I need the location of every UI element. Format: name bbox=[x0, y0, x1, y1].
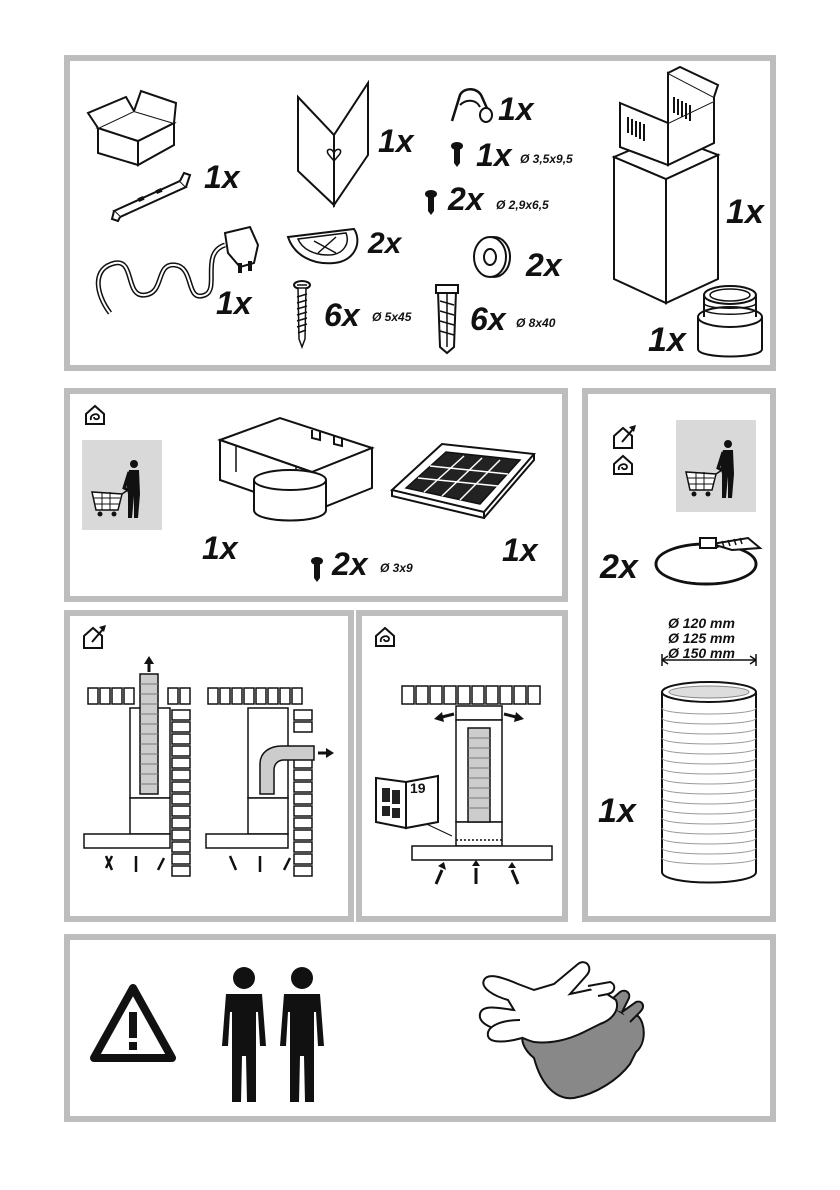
washer-quantity: 2x bbox=[526, 247, 562, 283]
accessories-panel bbox=[64, 55, 776, 371]
manual-booklet-icon bbox=[372, 772, 442, 830]
diameter-125: Ø 125 mm bbox=[668, 630, 735, 646]
screw-a-dimension: Ø 3,5x9,5 bbox=[520, 152, 573, 166]
chimney-quantity: 1x bbox=[726, 193, 764, 231]
flexible-hose-icon bbox=[656, 658, 762, 888]
screw-dimension: Ø 3x9 bbox=[380, 561, 413, 575]
recirculation-house-icon bbox=[612, 454, 634, 476]
ducted-mode-panel bbox=[64, 610, 354, 922]
screw-b-icon bbox=[424, 189, 438, 215]
box-quantity: 1x bbox=[202, 530, 238, 566]
screw-b-quantity: 2x bbox=[448, 181, 484, 217]
wood-screw-dimension: Ø 5x45 bbox=[372, 310, 412, 324]
flange-adapter-icon bbox=[694, 283, 766, 363]
vertical-ducting-diagram bbox=[80, 660, 210, 880]
wall-bracket-icon bbox=[108, 173, 193, 223]
screw-icon bbox=[310, 556, 324, 582]
wall-plug-icon bbox=[434, 281, 460, 353]
sheet-quantity: 1x bbox=[378, 123, 414, 159]
screw-a-quantity: 1x bbox=[476, 137, 512, 173]
clip-quantity: 1x bbox=[498, 91, 534, 127]
ducting-house-icon bbox=[82, 624, 104, 646]
recirculation-house-icon bbox=[374, 626, 396, 648]
chimney-icon bbox=[610, 67, 725, 307]
hose-clamp-icon bbox=[652, 532, 764, 590]
clip-icon bbox=[446, 85, 496, 127]
duct-kit-panel bbox=[582, 388, 776, 922]
half-disc-quantity: 2x bbox=[368, 227, 402, 260]
diameter-120: Ø 120 mm bbox=[668, 615, 735, 631]
purchase-separately-box bbox=[82, 440, 162, 530]
bracket-quantity: 1x bbox=[204, 159, 240, 195]
diameter-150: Ø 150 mm bbox=[668, 645, 735, 661]
recirculation-box-icon bbox=[216, 410, 376, 530]
ducting-house-icon bbox=[612, 424, 634, 446]
clamp-quantity: 2x bbox=[600, 548, 638, 586]
protective-gloves-icon bbox=[470, 954, 660, 1114]
folded-sheet-icon bbox=[294, 75, 374, 210]
screw-b-dimension: Ø 2,9x6,5 bbox=[496, 198, 549, 212]
washer-icon bbox=[472, 235, 512, 279]
recirculation-mode-panel bbox=[356, 610, 568, 922]
screw-a-icon bbox=[450, 141, 464, 167]
wall-plug-quantity: 6x bbox=[470, 301, 506, 337]
recirculation-kit-panel bbox=[64, 388, 568, 602]
half-disc-icon bbox=[284, 219, 364, 269]
hose-quantity: 1x bbox=[598, 792, 636, 830]
page-reference: 19 bbox=[410, 780, 426, 796]
filter-quantity: 1x bbox=[502, 532, 538, 568]
wood-screw-icon bbox=[292, 279, 312, 349]
two-persons-icon bbox=[216, 966, 336, 1106]
diameter-list bbox=[668, 616, 735, 661]
warning-triangle-icon bbox=[90, 984, 176, 1062]
wood-screw-quantity: 6x bbox=[324, 297, 360, 333]
wall-plug-dimension: Ø 8x40 bbox=[516, 316, 556, 330]
carton-box-icon bbox=[86, 83, 181, 168]
carbon-filter-icon bbox=[388, 440, 538, 520]
screw-quantity: 2x bbox=[332, 546, 368, 582]
safety-panel bbox=[64, 934, 776, 1122]
cable-quantity: 1x bbox=[216, 285, 252, 321]
adapter-quantity: 1x bbox=[648, 321, 686, 359]
side-ducting-diagram bbox=[204, 660, 354, 880]
shopping-cart-person-icon bbox=[676, 420, 756, 512]
recirculation-house-icon bbox=[84, 404, 106, 426]
shopping-cart-person-icon bbox=[82, 440, 162, 530]
purchase-separately-box bbox=[676, 420, 756, 512]
